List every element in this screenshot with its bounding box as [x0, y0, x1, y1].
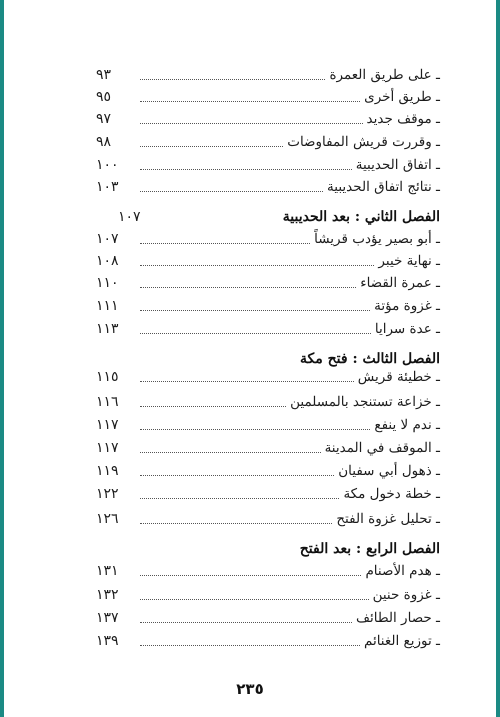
toc-entry-page: ١١٧	[96, 440, 119, 456]
toc-entry-title: ـ أبو بصير يؤدب قريشاً	[314, 231, 440, 247]
toc-entry-page: ١٣١	[96, 563, 119, 579]
dot-leader	[140, 429, 370, 430]
dot-leader	[140, 265, 374, 266]
toc-entry-page: ٩٧	[96, 111, 112, 127]
toc-entry-page: ١٠٧	[118, 209, 141, 225]
toc-entry-page: ١١٥	[96, 369, 119, 385]
dot-leader	[140, 79, 325, 80]
dot-leader	[140, 452, 321, 453]
toc-entry	[96, 437, 440, 459]
toc-entry-page: ١٢٢	[96, 486, 119, 502]
dot-leader	[140, 191, 323, 192]
toc-entry	[96, 228, 440, 250]
toc-entry	[96, 483, 440, 505]
dot-leader	[140, 498, 339, 499]
toc-entry	[96, 460, 440, 482]
chapter-heading: الفصل الثاني : بعد الحديبية	[282, 209, 440, 225]
dot-leader	[140, 599, 369, 600]
toc-entry-page: ١٠٠	[96, 157, 119, 173]
dot-leader	[140, 243, 310, 244]
toc-entry	[96, 607, 440, 629]
dot-leader	[140, 475, 334, 476]
dot-leader	[140, 310, 370, 311]
toc-entry-title: ـ وقررت قريش المفاوضات	[287, 134, 440, 150]
toc-entry	[96, 391, 440, 413]
dot-leader	[140, 101, 360, 102]
toc-entry-title: ـ خطيئة قريش	[357, 369, 440, 385]
book-page	[4, 0, 496, 717]
toc-entry-title: ـ ذهول أبي سفيان	[338, 463, 440, 479]
toc-entry-title: ـ عمرة القضاء	[360, 275, 440, 291]
dot-leader	[140, 287, 356, 288]
chapter-page-number	[96, 206, 156, 228]
toc-entry-title: ـ الموقف في المدينة	[324, 440, 440, 456]
chapter-heading: الفصل الثالث : فتح مكة	[300, 351, 440, 367]
toc-entry-page: ١٣٩	[96, 633, 119, 649]
toc-entry	[96, 318, 440, 340]
toc-entry-title: ـ غزوة مؤتة	[374, 298, 440, 314]
toc-entry-page: ٩٨	[96, 134, 112, 150]
dot-leader	[140, 406, 286, 407]
page-number: ٢٣٥	[236, 680, 264, 698]
toc-entry	[96, 560, 440, 582]
toc-entry	[96, 108, 440, 130]
toc-entry-page: ١١٧	[96, 417, 119, 433]
toc-entry-page: ٩٣	[96, 67, 112, 83]
toc-entry-title: ـ اتفاق الحديبية	[355, 157, 440, 173]
dot-leader	[140, 146, 283, 147]
toc-entry	[96, 584, 440, 606]
toc-entry-title: ـ خزاعة تستنجد بالمسلمين	[290, 394, 440, 410]
toc-entry-page: ١٠٧	[96, 231, 119, 247]
toc-entry-page: ١١١	[96, 298, 119, 314]
toc-entry	[96, 295, 440, 317]
chapter-heading: الفصل الرابع : بعد الفتح	[299, 541, 440, 557]
table-of-contents	[4, 0, 496, 717]
toc-entry-title: ـ على طريق العمرة	[329, 67, 440, 83]
toc-entry-title: ـ حصار الطائف	[355, 610, 440, 626]
toc-entry	[96, 154, 440, 176]
toc-entry-page: ٩٥	[96, 89, 112, 105]
toc-entry	[96, 508, 440, 530]
toc-entry-page: ١٢٦	[96, 511, 119, 527]
toc-entry-page: ١٠٣	[96, 179, 119, 195]
dot-leader	[140, 645, 360, 646]
toc-entry-title: ـ عدة سرايا	[374, 321, 440, 337]
toc-entry	[96, 250, 440, 272]
toc-entry-title: ـ نتائج اتفاق الحديبية	[327, 179, 440, 195]
toc-entry	[96, 272, 440, 294]
toc-entry-page: ١١٩	[96, 463, 119, 479]
toc-entry-title: ـ ندم لا ينفع	[374, 417, 440, 433]
toc-entry-title: ـ خطة دخول مكة	[343, 486, 440, 502]
toc-entry-title: ـ تحليل غزوة الفتح	[336, 511, 440, 527]
toc-entry-page: ١١٣	[96, 321, 119, 337]
toc-entry-page: ١٠٨	[96, 253, 119, 269]
toc-entry	[96, 414, 440, 436]
dot-leader	[140, 381, 354, 382]
toc-entry	[96, 630, 440, 652]
dot-leader	[140, 575, 361, 576]
toc-entry-page: ١٣٢	[96, 587, 119, 603]
dot-leader	[140, 169, 352, 170]
toc-entry	[96, 86, 440, 108]
toc-entry-title: ـ هدم الأصنام	[365, 563, 440, 579]
toc-entry-title: ـ طريق أخرى	[364, 89, 440, 105]
toc-entry-page: ١١٠	[96, 275, 119, 291]
toc-entry-page: ١١٦	[96, 394, 119, 410]
dot-leader	[140, 622, 352, 623]
toc-entry-title: ـ توزيع الغنائم	[363, 633, 440, 649]
toc-entry	[96, 176, 440, 198]
dot-leader	[140, 123, 363, 124]
toc-entry	[96, 366, 440, 388]
toc-entry	[96, 131, 440, 153]
dot-leader	[140, 523, 332, 524]
toc-entry-title: ـ موقف جديد	[366, 111, 440, 127]
dot-leader	[140, 333, 371, 334]
toc-entry-title: ـ غزوة حنين	[372, 587, 440, 603]
toc-entry	[96, 64, 440, 86]
toc-entry-title: ـ نهاية خيبر	[378, 253, 440, 269]
toc-entry-page: ١٣٧	[96, 610, 119, 626]
